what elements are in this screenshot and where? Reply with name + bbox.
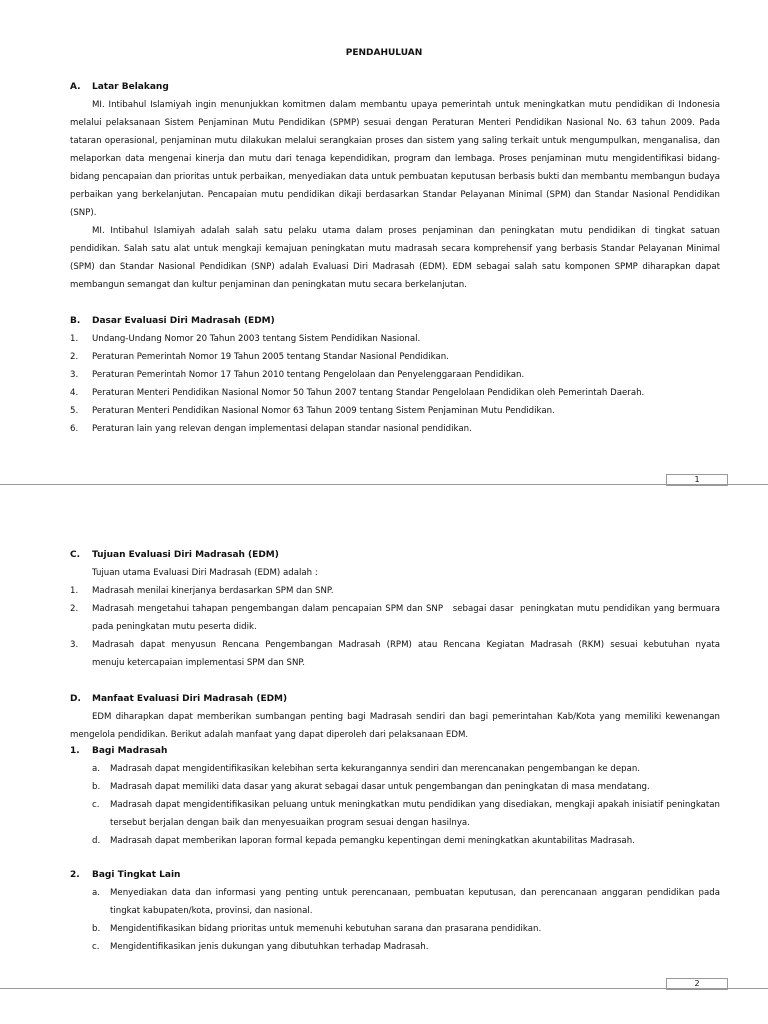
paragraph-line: EDM diharapkan dapat memberikan sumbangan penting bagi Madrasah sendiri dan bagi pemerintahan Kab/Kota yang memiliki kewenangan [92, 712, 720, 722]
sublist-item: Madrasah dapat mengidentifikasikan kelebihan serta kekurangannya sendiri dan merencanakan pengembangan ke depan. [110, 764, 641, 774]
paragraph-line: pendidikan. Salah satu alat untuk mengkaji kemajuan peningkatan mutu madrasah secara komprehensif yang berbasis Standar Pelayanan Minimal [70, 244, 720, 254]
sublist-item: Madrasah dapat memberikan laporan formal kepada pemangku kepentingan demi meningkatkan akuntabilitas Madrasah. [110, 836, 635, 846]
subsection-heading: Bagi Madrasah [92, 746, 168, 756]
list-item-number: 2. [70, 352, 79, 362]
list-item-continuation: menuju ketercapaian implementasi SPM dan SNP. [92, 658, 305, 668]
list-item: Madrasah menilai kinerjanya berdasarkan SPM dan SNP. [92, 586, 334, 596]
sublist-item-continuation: tersebut berjalan dengan baik dan menyesuaikan program sesuai dengan hasilnya. [110, 818, 470, 828]
paragraph-line: mengelola pendidikan. Berikut adalah manfaat yang dapat diperoleh dari pelaksanaan EDM. [70, 730, 469, 740]
list-item-number: 1. [70, 334, 79, 344]
list-item-number: 4. [70, 388, 79, 398]
section-a-heading: Latar Belakang [92, 82, 169, 92]
sublist-letter: b. [92, 924, 101, 934]
section-c-letter: C. [70, 550, 81, 560]
page-number: 2 [666, 978, 728, 990]
subsection-heading: Bagi Tingkat Lain [92, 870, 181, 880]
sublist-letter: c. [92, 800, 100, 810]
paragraph-line: tataran operasional, penjaminan mutu dilakukan melalui serangkaian proses dan sistem yang saling terkait untuk mengumpulkan, menganalisa, dan [70, 136, 720, 146]
list-item: Madrasah dapat menyusun Rencana Pengembangan Madrasah (RPM) atau Rencana Kegiatan Madrasah (RKM) sesuai kebutuhan nyata [92, 640, 720, 650]
paragraph-line: MI. Intibahul Islamiyah adalah salah satu pelaku utama dalam proses penjaminan dan peningkatan mutu pendidikan di tingkat satuan [92, 226, 720, 236]
paragraph-line: (SNP). [70, 208, 97, 218]
sublist-item: Madrasah dapat memiliki data dasar yang akurat sebagai dasar untuk pengembangan dan peningkatan di masa mendatang. [110, 782, 650, 792]
section-c-intro: Tujuan utama Evaluasi Diri Madrasah (EDM) adalah : [92, 568, 318, 578]
section-b-heading: Dasar Evaluasi Diri Madrasah (EDM) [92, 316, 275, 326]
section-b-letter: B. [70, 316, 81, 326]
paragraph-line: (SPM) dan Standar Nasional Pendidikan (SNP) adalah Evaluasi Diri Madrasah (EDM). EDM sebagai salah satu komponen SPMP diharapkan dapat [70, 262, 720, 272]
list-item-number: 5. [70, 406, 79, 416]
list-item-continuation: pada peningkatan mutu peserta didik. [92, 622, 257, 632]
sublist-item-continuation: tingkat kabupaten/kota, provinsi, dan nasional. [110, 906, 313, 916]
subsection-number: 2. [70, 870, 80, 880]
list-item: Peraturan Menteri Pendidikan Nasional Nomor 50 Tahun 2007 tentang Standar Pengelolaan Pendidikan oleh Pemerintah Daerah. [92, 388, 645, 398]
section-d-heading: Manfaat Evaluasi Diri Madrasah (EDM) [92, 694, 288, 704]
list-item-number: 2. [70, 604, 79, 614]
sublist-letter: d. [92, 836, 101, 846]
list-item: Peraturan Pemerintah Nomor 17 Tahun 2010 tentang Pengelolaan dan Penyelenggaraan Pendidikan. [92, 370, 525, 380]
subsection-number: 1. [70, 746, 80, 756]
list-item: Peraturan Menteri Pendidikan Nasional Nomor 63 Tahun 2009 tentang Sistem Penjaminan Mutu Pendidikan. [92, 406, 555, 416]
list-item-number: 3. [70, 640, 79, 650]
sublist-item: Mengidentifikasikan bidang prioritas untuk memenuhi kebutuhan sarana dan prasarana pendidikan. [110, 924, 542, 934]
list-item-number: 6. [70, 424, 79, 434]
sublist-item: Menyediakan data dan informasi yang penting untuk perencanaan, pembuatan keputusan, dan perencanaan anggaran pendidikan pada [110, 888, 720, 898]
list-item-number: 1. [70, 586, 79, 596]
list-item: Undang-Undang Nomor 20 Tahun 2003 tentang Sistem Pendidikan Nasional. [92, 334, 421, 344]
sublist-item: Madrasah dapat mengidentifikasikan peluang untuk meningkatkan mutu pendidikan yang disediakan, mengkaji apakah inisiatif peningkatan [110, 800, 720, 810]
section-d-letter: D. [70, 694, 81, 704]
sublist-letter: a. [92, 764, 100, 774]
sublist-item: Mengidentifikasikan jenis dukungan yang dibutuhkan terhadap Madrasah. [110, 942, 429, 952]
page-separator [0, 988, 768, 989]
sublist-letter: a. [92, 888, 100, 898]
page-title: PENDAHULUAN [345, 48, 423, 58]
section-a-letter: A. [70, 82, 81, 92]
paragraph-line: MI. Intibahul Islamiyah ingin menunjukkan komitmen dalam membantu upaya pemerintah untuk meningkatkan mutu pendidikan di Indonesia [92, 100, 720, 110]
page-number: 1 [666, 474, 728, 486]
sublist-letter: b. [92, 782, 101, 792]
paragraph-line: membangun semangat dan kultur penjaminan dan peningkatan mutu secara berkelanjutan. [70, 280, 467, 290]
section-c-heading: Tujuan Evaluasi Diri Madrasah (EDM) [92, 550, 279, 560]
list-item: Peraturan lain yang relevan dengan implementasi delapan standar nasional pendidikan. [92, 424, 472, 434]
paragraph-line: bidang pencapaian dan prioritas untuk perbaikan, menyediakan data untuk pembuatan keputusan berbasis bukti dan membantu membangun budaya [70, 172, 720, 182]
list-item: Peraturan Pemerintah Nomor 19 Tahun 2005 tentang Standar Nasional Pendidikan. [92, 352, 449, 362]
list-item: Madrasah mengetahui tahapan pengembangan dalam pencapaian SPM dan SNP sebagai dasar peningkatan mutu pendidikan yang bermuara [92, 604, 720, 614]
paragraph-line: perbaikan yang berkelanjutan. Pencapaian mutu pendidikan dikaji berdasarkan Standar Pelayanan Minimal (SPM) dan Standar Nasional Pendidikan [70, 190, 720, 200]
paragraph-line: melaporkan data mengenai kinerja dan mutu dari tenaga kependidikan, program dan lembaga. Proses penjaminan mutu mengidentifikasi bidang- [70, 154, 720, 164]
paragraph-line: melalui pelaksanaan Sistem Penjaminan Mutu Pendidikan (SPMP) sesuai dengan Peraturan Menteri Pendidikan Nasional No. 63 tahun 2009. Pada [70, 118, 720, 128]
sublist-letter: c. [92, 942, 100, 952]
page-separator [0, 484, 768, 485]
list-item-number: 3. [70, 370, 79, 380]
